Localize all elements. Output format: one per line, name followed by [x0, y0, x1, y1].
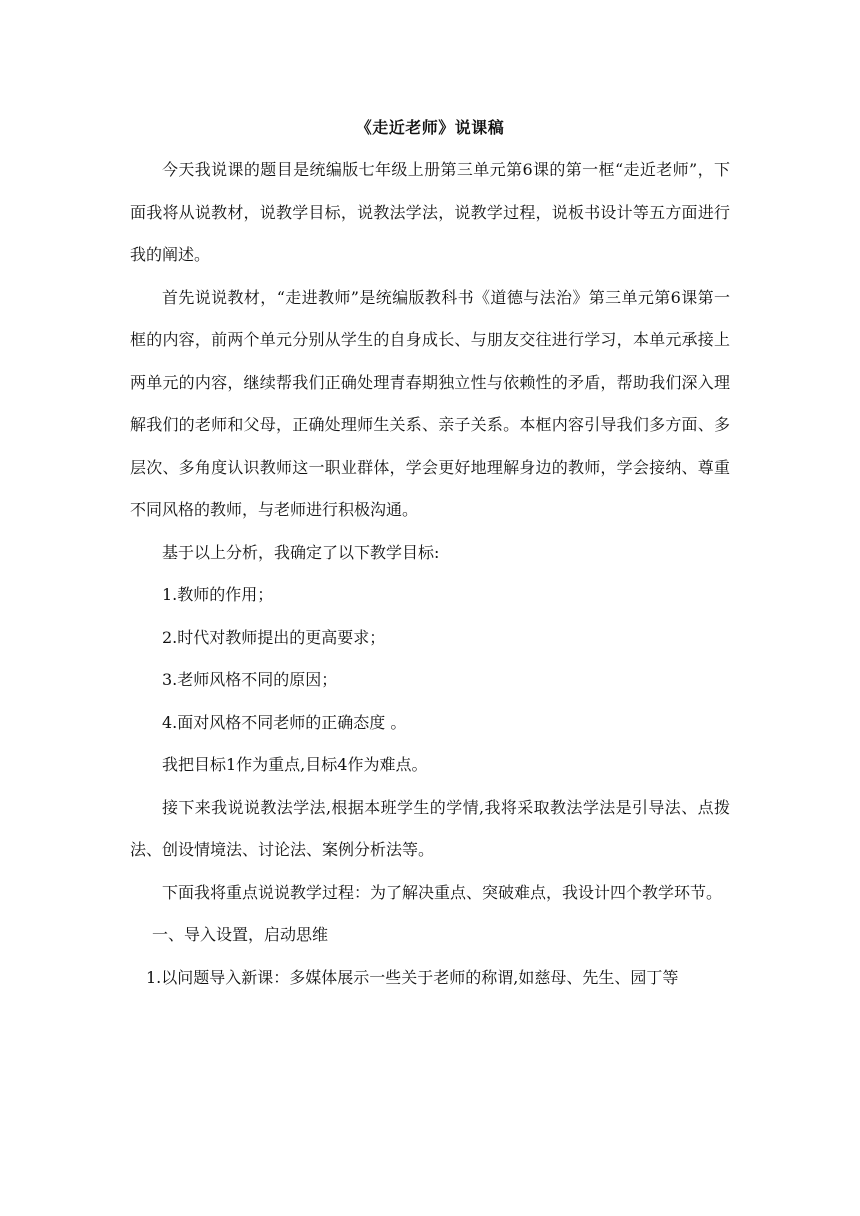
- section-heading-1: 一、导入设置，启动思维: [152, 925, 329, 944]
- goal-item-3: 3.老师风格不同的原因；: [162, 670, 338, 689]
- paragraph-goals-intro: 基于以上分析，我确定了以下教学目标:: [162, 542, 440, 562]
- goal-item-1: 1.教师的作用；: [162, 585, 274, 604]
- paragraph-process: 下面我将重点说说教学过程：为了解决重点、突破难点，我设计四个教学环节。: [162, 882, 723, 902]
- goal-item-2: 2.时代对教师提出的更高要求；: [162, 627, 386, 647]
- step-item-1: 1.以问题导入新课：多媒体展示一些关于老师的称谓,如慈母、先生、园丁等: [146, 967, 679, 987]
- paragraph-focus: 我把目标1作为重点,目标4作为难点。: [162, 755, 428, 774]
- goal-item-4: 4.面对风格不同老师的正确态度 。: [162, 712, 407, 732]
- paragraph-intro: 今天我说课的题目是统编版七年级上册第三单元第6课的第一框“走近老师”，下面我将从说教材，说教学目标，说教法学法，说教学过程，说板书设计等五方面进行我的阐述。: [130, 160, 730, 264]
- document-body: [130, 149, 730, 999]
- paragraph-textbook: 首先说说教材，“走进教师”是统编版教科书《道德与法治》第三单元第6课第一框的内容，前两个单元分别从学生的自身成长、与朋友交往进行学习，本单元承接上两单元的内容，继续帮我们正确处理青春期独立性与依赖性的矛盾，帮助我们深入理解我们的老师和父母，正确处理师生关系、亲子关系。本框内容引导我们多方面、多层次、多角度认识教师这一职业群体，学会更好地理解身边的教师，学会接纳、尊重不同风格的教师，与老师进行积极沟通。: [130, 287, 730, 519]
- paragraph-methods: 接下来我说说教法学法,根据本班学生的学情,我将采取教法学法是引导法、点拨法、创设情境法、讨论法、案例分析法等。: [130, 797, 730, 859]
- document-title: 《走近老师》说课稿: [355, 118, 505, 137]
